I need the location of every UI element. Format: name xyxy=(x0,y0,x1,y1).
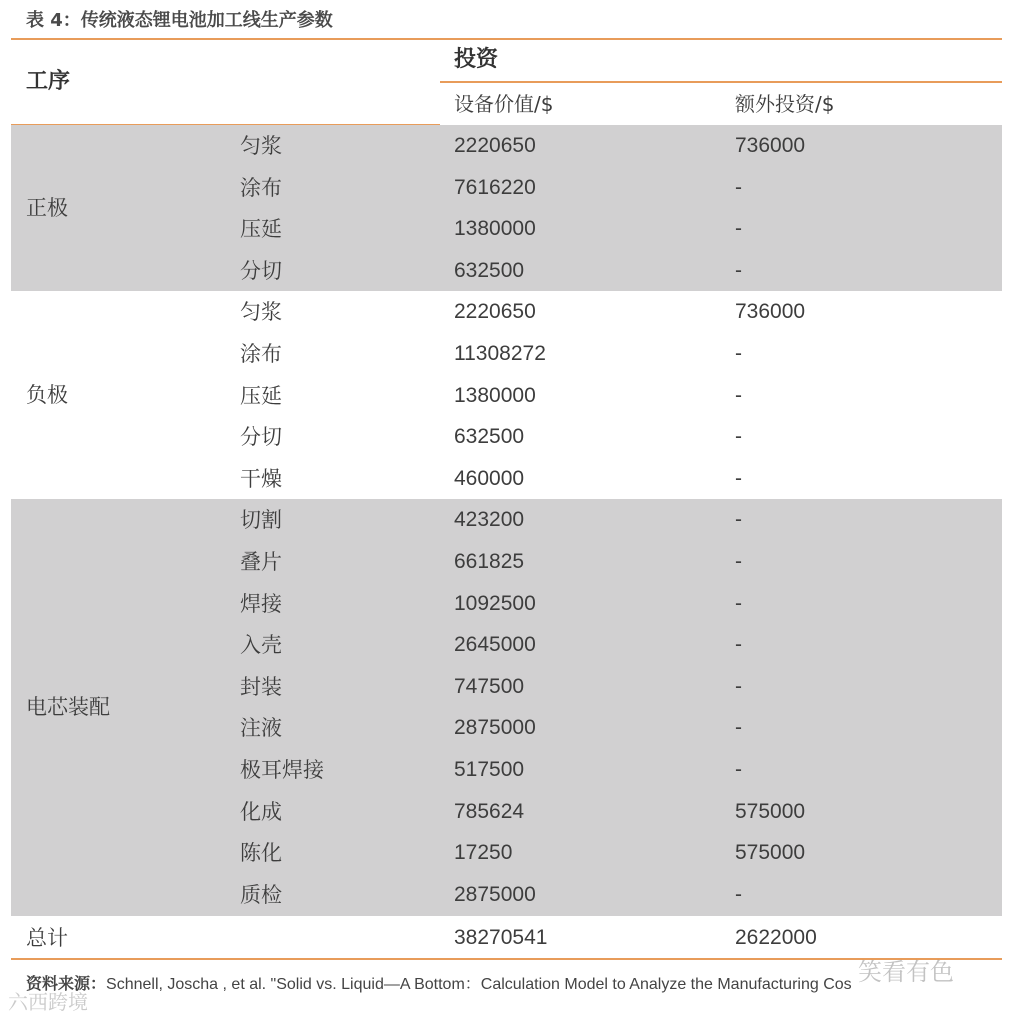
total-extra: 2622000 xyxy=(735,926,817,949)
row-step: 极耳焊接 xyxy=(240,758,324,782)
row-extra-investment: - xyxy=(735,175,742,199)
row-extra-investment: - xyxy=(735,633,742,657)
row-step: 入壳 xyxy=(240,633,282,658)
row-step: 切割 xyxy=(240,508,282,533)
row-step: 压延 xyxy=(240,383,282,408)
row-extra-investment: - xyxy=(735,716,742,740)
row-step: 陈化 xyxy=(240,841,282,866)
table-title: 表 4：传统液态锂电池加工线生产参数 xyxy=(26,10,333,31)
row-equipment-value: 7616220 xyxy=(454,175,536,199)
source-label: 资料来源： xyxy=(26,974,107,993)
row-step: 压延 xyxy=(240,217,282,242)
row-extra-investment: - xyxy=(735,342,742,365)
header-process: 工序 xyxy=(26,69,71,94)
row-extra-investment: - xyxy=(735,508,742,532)
row-step: 涂布 xyxy=(240,175,282,200)
row-equipment-value: 517500 xyxy=(454,758,525,781)
row-equipment-value: 1380000 xyxy=(454,217,536,241)
row-step: 分切 xyxy=(240,425,282,450)
header-extra-investment: 额外投资/$ xyxy=(735,92,835,116)
row-equipment-value: 1092500 xyxy=(454,591,536,615)
row-step: 化成 xyxy=(240,799,282,824)
source-text: Schnell, Joscha , et al. "Solid vs. Liquid—A Bottom：Calculation Model to Analyze the Manufacturing Cos xyxy=(106,976,852,993)
row-extra-investment: - xyxy=(735,674,742,698)
row-equipment-value: 661825 xyxy=(454,550,525,573)
row-extra-investment: 575000 xyxy=(735,799,806,823)
total-top-rule xyxy=(11,915,1002,916)
group-label: 负极 xyxy=(26,383,68,408)
row-extra-investment: - xyxy=(735,258,742,282)
row-extra-investment: - xyxy=(735,591,742,615)
header-mid-rule xyxy=(440,81,1002,83)
row-equipment-value: 11308272 xyxy=(454,342,546,365)
row-extra-investment: 575000 xyxy=(735,841,806,865)
row-equipment-value: 17250 xyxy=(454,841,513,865)
row-equipment-value: 1380000 xyxy=(454,383,536,407)
row-step: 涂布 xyxy=(240,342,282,366)
row-step: 封装 xyxy=(240,674,282,699)
row-step: 分切 xyxy=(240,258,282,283)
group-label: 正极 xyxy=(26,196,68,221)
row-equipment-value: 460000 xyxy=(454,466,525,490)
row-equipment-value: 785624 xyxy=(454,799,525,823)
row-step: 匀浆 xyxy=(240,134,282,158)
header-equipment-value: 设备价值/$ xyxy=(454,92,554,116)
row-extra-investment: - xyxy=(735,550,742,573)
watermark-left: 六西跨境 xyxy=(8,990,88,1014)
header-investment: 投资 xyxy=(454,47,499,72)
group-label: 电芯装配 xyxy=(26,695,110,720)
row-extra-investment: - xyxy=(735,466,742,490)
row-equipment-value: 2645000 xyxy=(454,633,536,657)
row-extra-investment: 736000 xyxy=(735,300,806,324)
watermark-right: 笑看有色 xyxy=(858,958,954,986)
total-equipment: 38270541 xyxy=(454,926,548,949)
row-step: 叠片 xyxy=(240,550,282,574)
total-label: 总计 xyxy=(26,926,68,950)
row-equipment-value: 2220650 xyxy=(454,300,536,324)
top-rule xyxy=(11,38,1002,40)
row-extra-investment: - xyxy=(735,758,742,781)
row-equipment-value: 423200 xyxy=(454,508,525,532)
row-equipment-value: 2220650 xyxy=(454,134,536,157)
row-equipment-value: 632500 xyxy=(454,258,525,282)
row-step: 干燥 xyxy=(240,466,282,491)
row-step: 质检 xyxy=(240,882,282,907)
row-extra-investment: - xyxy=(735,383,742,407)
row-extra-investment: - xyxy=(735,882,742,906)
row-step: 匀浆 xyxy=(240,300,282,325)
bottom-rule xyxy=(11,958,1002,960)
row-equipment-value: 2875000 xyxy=(454,882,536,906)
row-equipment-value: 747500 xyxy=(454,674,525,698)
row-extra-investment: - xyxy=(735,217,742,241)
row-extra-investment: 736000 xyxy=(735,134,806,157)
row-equipment-value: 2875000 xyxy=(454,716,536,740)
row-step: 注液 xyxy=(240,716,282,741)
row-step: 焊接 xyxy=(240,591,282,616)
row-extra-investment: - xyxy=(735,425,742,449)
row-equipment-value: 632500 xyxy=(454,425,525,449)
